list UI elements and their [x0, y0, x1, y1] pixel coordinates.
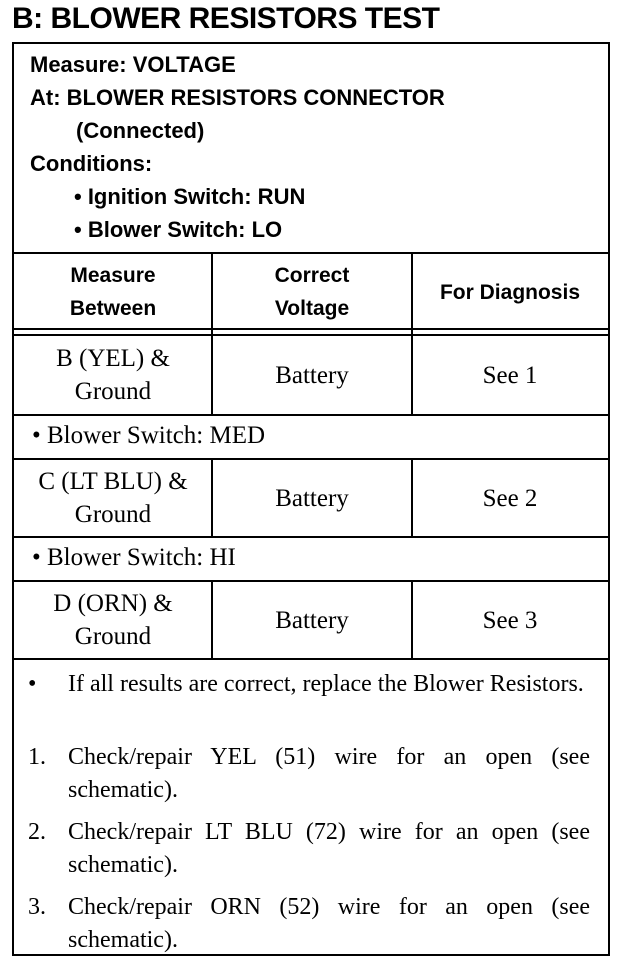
column-divider — [211, 254, 213, 336]
column-divider — [411, 582, 413, 660]
column-divider — [211, 582, 213, 660]
column-header-correct-voltage: Correct Voltage — [274, 264, 350, 320]
column-header-measure-between: Measure Between — [69, 264, 157, 320]
measure-label: Measure: VOLTAGE — [30, 52, 236, 77]
test-header — [14, 44, 608, 254]
condition-item: • Blower Switch: LO — [74, 217, 283, 242]
location-detail: (Connected) — [76, 118, 205, 143]
column-divider — [411, 336, 413, 416]
divider — [14, 658, 608, 660]
table-row-d-diagnosis: See 3 — [482, 606, 538, 634]
conditions-label: Conditions: — [30, 151, 153, 176]
divider — [14, 328, 608, 330]
divider — [14, 536, 608, 538]
note-item: 1. Check/repair YEL (51) wire for an open (see schematic). — [28, 744, 590, 803]
condition-item: • Ignition Switch: RUN — [74, 184, 306, 209]
table-row-b-between: B (YEL) & Ground — [56, 345, 170, 405]
table-row-b-voltage: Battery — [275, 361, 349, 389]
column-divider — [411, 254, 413, 336]
location-label: At: BLOWER RESISTORS CONNECTOR — [30, 85, 445, 110]
table-row-c-voltage: Battery — [275, 484, 349, 512]
table-row-d-between: D (ORN) & Ground — [53, 590, 173, 650]
divider — [14, 414, 608, 416]
condition-row-hi: • Blower Switch: HI — [32, 544, 236, 571]
test-table — [12, 42, 610, 956]
condition-row-med: • Blower Switch: MED — [32, 422, 266, 449]
table-row-c-between: C (LT BLU) & Ground — [38, 468, 188, 528]
table-row-c-diagnosis: See 2 — [482, 484, 538, 512]
column-header-for-diagnosis: For Diagnosis — [439, 280, 581, 304]
column-divider — [411, 460, 413, 538]
column-divider — [211, 460, 213, 538]
note-item: 3. Check/repair ORN (52) wire for an open (see schematic). — [28, 894, 590, 953]
table-row-b-diagnosis: See 1 — [482, 361, 538, 389]
page-title: B: BLOWER RESISTORS TEST — [12, 2, 440, 35]
note-item: 2. Check/repair LT BLU (72) wire for an open (see schematic). — [28, 819, 590, 878]
table-row-d-voltage: Battery — [275, 606, 349, 634]
column-divider — [211, 336, 213, 416]
note-item: • If all results are correct, replace the Blower Resistors. — [28, 671, 584, 697]
